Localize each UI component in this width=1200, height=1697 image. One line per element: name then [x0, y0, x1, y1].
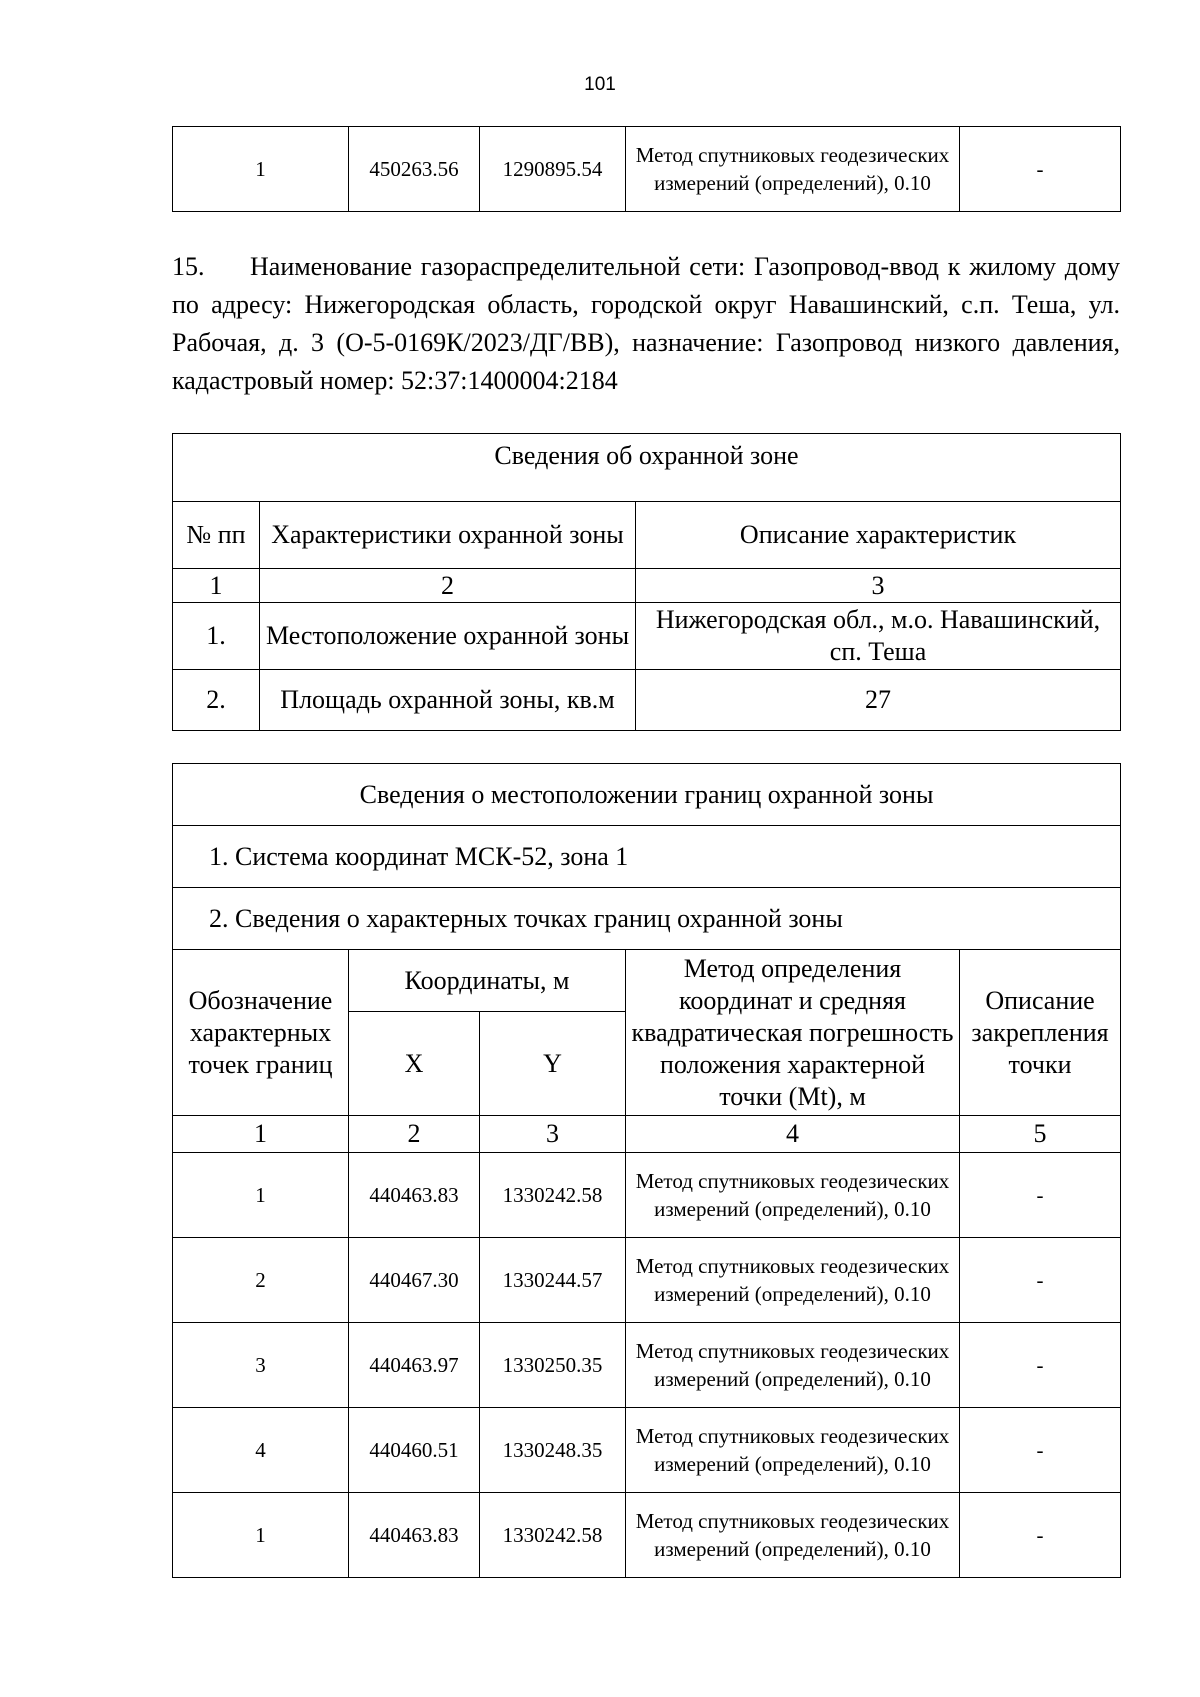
point-number: 1	[173, 1153, 349, 1238]
coord-x: 440463.83	[349, 1493, 480, 1578]
table-row	[173, 670, 1121, 731]
method-cell: Метод спутниковых геодезических измерений (определений), 0.10	[626, 1323, 960, 1408]
header-x: X	[349, 1012, 480, 1116]
table-row	[173, 1408, 1121, 1493]
row-characteristic: Местоположение охранной зоны	[260, 603, 636, 670]
index-cell: 2	[349, 1116, 480, 1153]
row-characteristic: Площадь охранной зоны, кв.м	[260, 670, 636, 731]
description-cell: -	[960, 1493, 1121, 1578]
zone-table-title: Сведения об охранной зоне	[173, 434, 1121, 502]
method-cell: Метод спутниковых геодезических измерений (определений), 0.10	[626, 1153, 960, 1238]
coord-y: 1330248.35	[480, 1408, 626, 1493]
index-cell: 1	[173, 1116, 349, 1153]
table-row	[173, 127, 1121, 212]
header-num: № пп	[173, 502, 260, 569]
row-description: Нижегородская обл., м.о. Навашинский, сп. Теша	[636, 603, 1121, 670]
method-cell: Метод спутниковых геодезических измерений (определений), 0.10	[626, 1408, 960, 1493]
header-coordinates: Координаты, м	[349, 950, 626, 1012]
coord-y: 1290895.54	[480, 127, 626, 212]
method-cell: Метод спутниковых геодезических измерений (определений), 0.10	[626, 1238, 960, 1323]
description-cell: -	[960, 127, 1121, 212]
header-y: Y	[480, 1012, 626, 1116]
point-number: 4	[173, 1408, 349, 1493]
points-title: 2. Сведения о характерных точках границ охранной зоны	[173, 888, 1121, 950]
coord-y: 1330250.35	[480, 1323, 626, 1408]
description-cell: -	[960, 1153, 1121, 1238]
boundary-points-table	[172, 763, 1121, 1578]
header-description: Описание характеристик	[636, 502, 1121, 569]
index-cell: 4	[626, 1116, 960, 1153]
description-cell: -	[960, 1238, 1121, 1323]
header-description: Описание закрепления точки	[960, 950, 1121, 1116]
row-description: 27	[636, 670, 1121, 731]
section-number: 15.	[172, 252, 205, 281]
bounds-table-title: Сведения о местоположении границ охранной зоны	[173, 764, 1121, 826]
coord-x: 440467.30	[349, 1238, 480, 1323]
header-method: Метод определения координат и средняя квадратическая погрешность положения характерной точки (Mt), м	[626, 950, 960, 1116]
point-number: 1	[173, 1493, 349, 1578]
coord-y: 1330244.57	[480, 1238, 626, 1323]
point-number: 2	[173, 1238, 349, 1323]
point-number: 1	[173, 127, 349, 212]
method-cell: Метод спутниковых геодезических измерений (определений), 0.10	[626, 1493, 960, 1578]
table-row	[173, 1493, 1121, 1578]
table-row	[173, 1153, 1121, 1238]
coord-x: 440460.51	[349, 1408, 480, 1493]
coord-x: 450263.56	[349, 127, 480, 212]
coord-y: 1330242.58	[480, 1493, 626, 1578]
header-characteristic: Характеристики охранной зоны	[260, 502, 636, 569]
top-points-table	[172, 126, 1121, 212]
table-row	[173, 1238, 1121, 1323]
row-num: 2.	[173, 670, 260, 731]
header-designation: Обозначение характерных точек границ	[173, 950, 349, 1116]
page-number: 101	[584, 74, 616, 95]
table-row	[173, 1323, 1121, 1408]
table-row	[173, 603, 1121, 670]
description-cell: -	[960, 1323, 1121, 1408]
coord-x: 440463.97	[349, 1323, 480, 1408]
coord-system: 1. Система координат МСК-52, зона 1	[173, 826, 1121, 888]
section-text: Наименование газораспределительной сети: Газопровод-ввод к жилому дому по адресу: Нижегородская область, городской округ Навашинский, с.п. Теша, ул. Рабочая, д. 3 (О-5-0169К/2023/ДГ/ВВ), назначение: Газопровод низкого давления, кадастровый номер: 52:37:1400004:2184	[172, 252, 1120, 395]
index-cell: 3	[636, 569, 1121, 603]
index-cell: 1	[173, 569, 260, 603]
zone-info-table	[172, 433, 1121, 731]
point-number: 3	[173, 1323, 349, 1408]
section-paragraph	[172, 248, 1120, 400]
index-cell: 3	[480, 1116, 626, 1153]
coord-y: 1330242.58	[480, 1153, 626, 1238]
coord-x: 440463.83	[349, 1153, 480, 1238]
row-num: 1.	[173, 603, 260, 670]
index-cell: 5	[960, 1116, 1121, 1153]
method-cell: Метод спутниковых геодезических измерений (определений), 0.10	[626, 127, 960, 212]
index-cell: 2	[260, 569, 636, 603]
description-cell: -	[960, 1408, 1121, 1493]
